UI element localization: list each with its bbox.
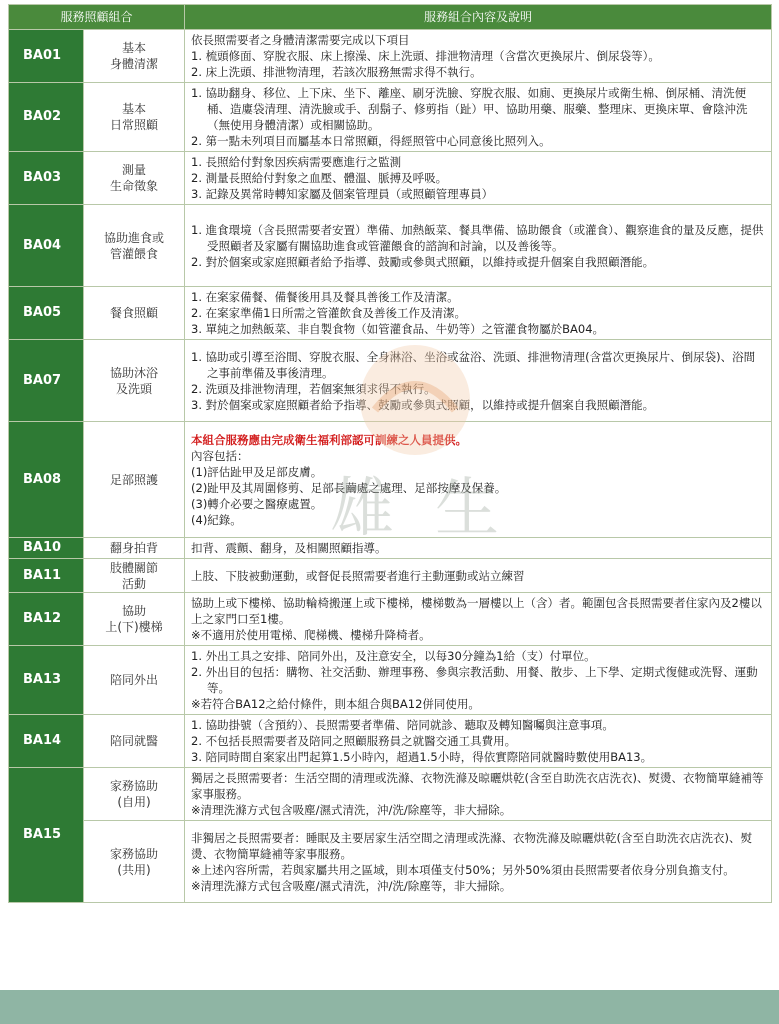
- service-name: [84, 422, 185, 538]
- description-line: 1. 長照給付對象因疾病需要應進行之監測: [191, 155, 402, 169]
- service-name: [84, 205, 185, 287]
- service-description: [185, 205, 772, 287]
- service-name: [84, 30, 185, 83]
- description-line: (3)轉介必要之醫療處置。: [191, 496, 323, 511]
- table-row: [9, 538, 772, 559]
- service-name-line: 測量: [122, 163, 147, 177]
- service-description: [185, 340, 772, 422]
- service-code: BA02: [9, 83, 84, 152]
- description-line: 內容包括：: [191, 448, 249, 463]
- service-description: [185, 646, 772, 715]
- description-line: 2. 第一點未列項目而屬基本日常照顧，得經照管中心同意後比照列入。: [191, 134, 551, 148]
- service-name: [84, 821, 185, 903]
- service-name-line: 日常照顧: [110, 118, 159, 132]
- service-description: [185, 422, 772, 538]
- service-code: BA13: [9, 646, 84, 715]
- service-name-line: 活動: [122, 576, 147, 591]
- service-name-line: 協助沐浴: [110, 365, 159, 380]
- description-line: (1)評估趾甲及足部皮膚。: [191, 464, 323, 479]
- service-name-line: 陪同外出: [110, 673, 159, 687]
- service-description: [185, 83, 772, 152]
- description-line: 1. 協助或引導至浴間、穿脫衣服、全身淋浴、坐浴或盆浴、洗頭、排泄物清理(含當次更換尿片、倒尿袋)、浴間之事前準備及事後清理。: [191, 349, 756, 380]
- description-line: (4)紀錄。: [191, 512, 242, 527]
- service-name: [84, 559, 185, 593]
- description-line: (2)趾甲及其周圍修剪、足部長繭處之處理、足部按摩及保養。: [191, 480, 507, 495]
- service-name-line: 及洗頭: [116, 381, 153, 396]
- service-code: BA14: [9, 715, 84, 768]
- service-code: BA12: [9, 593, 84, 646]
- description-line: 1. 進食環境（含長照需要者安置）準備、加熱飯菜、餐具準備、協助餵食（或灌食）、觀察進食的量及反應，提供受照顧者及家屬有關協助進食或管灌餵食的諮詢和討論，以及善後等。: [191, 222, 764, 253]
- table-row: [9, 287, 772, 340]
- service-code: BA07: [9, 340, 84, 422]
- service-code: BA08: [9, 422, 84, 538]
- table-row: [9, 559, 772, 593]
- description-line: 2. 不包括長照需要者及陪同之照顧服務員之就醫交通工具費用。: [191, 734, 517, 748]
- table-row: [9, 821, 772, 903]
- description-line: ※上述內容所需，若與家屬共用之區域，則本項僅支付50%；另外50%須由長照需要者依身分別負擔支付。: [191, 862, 735, 877]
- service-description: [185, 287, 772, 340]
- service-name: [84, 340, 185, 422]
- service-name-line: 協助進食或: [104, 230, 165, 245]
- service-combination-table: [8, 4, 772, 903]
- service-name-line: 餐食照顧: [110, 306, 159, 320]
- table-row: [9, 715, 772, 768]
- service-name: [84, 646, 185, 715]
- description-line: 1. 協助掛號（含預約）、長照需要者準備、陪同就診、聽取及轉知醫囑與注意事項。: [191, 718, 614, 732]
- table-header-row: [9, 5, 772, 30]
- description-line: 2. 測量長照給付對象之血壓、體溫、脈搏及呼吸。: [191, 171, 448, 185]
- service-name: [84, 715, 185, 768]
- service-name: [84, 287, 185, 340]
- service-code: BA10: [9, 538, 84, 559]
- table-row: [9, 646, 772, 715]
- description-line: 上肢、下肢被動運動，或督促長照需要者進行主動運動或站立練習: [191, 568, 525, 583]
- service-code: BA03: [9, 152, 84, 205]
- description-line: ※清理洗滌方式包含吸塵/濕式清洗，沖/洗/除塵等，非大掃除。: [191, 878, 512, 893]
- footer-bar: [0, 990, 779, 1024]
- table-row: [9, 30, 772, 83]
- description-line: ※若符合BA12之給付條件，則本組合與BA12併同使用。: [191, 697, 480, 711]
- service-code: BA01: [9, 30, 84, 83]
- service-name: [84, 768, 185, 821]
- service-name-line: 家務協助: [110, 779, 159, 793]
- training-requirement-note: 本組合服務應由完成衛生福利部認可訓練之人員提供。: [191, 432, 468, 447]
- table-row: [9, 205, 772, 287]
- header-service-combination: 服務照顧組合: [9, 5, 185, 30]
- description-line: 依長照需要者之身體清潔需要完成以下項目: [191, 33, 410, 47]
- service-name-line: 管灌餵食: [110, 246, 159, 261]
- description-line: 協助上或下樓梯、協助輪椅搬運上或下樓梯，樓梯數為一層樓以上（含）者。範圍包含長照需要者住家內及2樓以上之家門口至1樓。: [191, 596, 762, 626]
- description-line: 3. 記錄及異常時轉知家屬及個案管理員（或照顧管理專員）: [191, 187, 494, 201]
- service-code: BA15: [9, 768, 84, 903]
- description-line: ※不適用於使用電梯、爬梯機、樓梯升降椅者。: [191, 628, 431, 642]
- table-row: [9, 593, 772, 646]
- service-name-line: 家務協助: [110, 846, 159, 861]
- service-code: BA05: [9, 287, 84, 340]
- service-code: BA11: [9, 559, 84, 593]
- service-name-line: 基本: [122, 102, 147, 116]
- service-name: [84, 593, 185, 646]
- service-name-line: 基本: [122, 41, 147, 55]
- service-name-line: 足部照護: [110, 472, 159, 487]
- service-description: [185, 768, 772, 821]
- watermark-char-2: 生: [435, 472, 499, 546]
- description-line: 1. 在案家備餐、備餐後用具及餐具善後工作及清潔。: [191, 290, 459, 304]
- service-name: [84, 83, 185, 152]
- table-row: [9, 768, 772, 821]
- service-name: [84, 538, 185, 559]
- description-line: 1. 梳頭修面、穿脫衣服、床上擦澡、床上洗頭、排泄物清理（含當次更換尿片、倒尿袋等）。: [191, 49, 660, 63]
- service-name-line: 肢體關節: [110, 560, 159, 575]
- service-name: [84, 152, 185, 205]
- description-line: 2. 床上洗頭、排泄物清理，若該次服務無需求得不執行。: [191, 65, 482, 79]
- service-name-line: 上(下)樓梯: [105, 620, 163, 634]
- description-line: 3. 陪同時間自案家出門起算1.5小時內，超過1.5小時，得依實際陪同就醫時數使用BA13。: [191, 750, 653, 764]
- description-line: 2. 洗頭及排泄物清理，若個案無須求得不執行。: [191, 381, 436, 396]
- service-name-line: 生命徵象: [110, 179, 159, 193]
- header-content-description: 服務組合內容及說明: [185, 5, 772, 30]
- service-name-line: (共用): [117, 862, 151, 877]
- service-description: [185, 821, 772, 903]
- service-name-line: (自用): [117, 795, 151, 809]
- table-row: [9, 152, 772, 205]
- service-description: [185, 538, 772, 559]
- service-name-line: 身體清潔: [110, 57, 159, 71]
- description-line: 1. 外出工具之安排、陪同外出，及注意安全，以每30分鐘為1給（支）付單位。: [191, 649, 596, 663]
- description-line: 獨居之長照需要者：生活空間的清理或洗滌、衣物洗滌及晾曬烘乾(含至自助洗衣店洗衣)、熨燙、衣物簡單縫補等家事服務。: [191, 771, 764, 801]
- description-line: 3. 對於個案或家庭照顧者給予指導、鼓勵或參與式照顧，以維持或提升個案自我照顧潛能。: [191, 397, 655, 412]
- service-description: [185, 30, 772, 83]
- service-description: [185, 152, 772, 205]
- table-row: [9, 83, 772, 152]
- description-line: 非獨居之長照需要者：睡眠及主要居家生活空間之清理或洗滌、衣物洗滌及晾曬烘乾(含至自助洗衣店洗衣)、熨燙、衣物簡單縫補等家事服務。: [191, 830, 752, 861]
- service-code: BA04: [9, 205, 84, 287]
- table-row: [9, 422, 772, 538]
- watermark-char-1: 雄: [330, 472, 394, 546]
- table-body: [9, 30, 772, 903]
- description-line: 1. 協助翻身、移位、上下床、坐下、離座、刷牙洗臉、穿脫衣服、如廁、更換尿片或衛生棉、倒尿桶、清洗便桶、造廔袋清理、清洗臉或手、刮鬍子、修剪指（趾）甲、協助用藥、服藥、整理床、更換床單、會陰沖洗（無使用身體清潔）或相關協助。: [191, 86, 748, 132]
- description-line: 2. 外出目的包括：購物、社交活動、辦理事務、參與宗教活動、用餐、散步、上下學、定期式復健或洗腎、運動等。: [191, 665, 758, 695]
- description-line: 扣背、震顫、翻身，及相關照顧指導。: [191, 541, 387, 555]
- description-line: 2. 在案家準備1日所需之管灌飲食及善後工作及清潔。: [191, 306, 466, 320]
- service-name-line: 翻身拍背: [110, 541, 159, 555]
- service-description: [185, 715, 772, 768]
- service-name-line: 陪同就醫: [110, 734, 159, 748]
- description-line: 2. 對於個案或家庭照顧者給予指導、鼓勵或參與式照顧，以維持或提升個案自我照顧潛能。: [191, 254, 655, 269]
- description-line: ※清理洗滌方式包含吸塵/濕式清洗，沖/洗/除塵等，非大掃除。: [191, 803, 512, 817]
- table-row: [9, 340, 772, 422]
- service-description: [185, 559, 772, 593]
- service-description: [185, 593, 772, 646]
- service-name-line: 協助: [122, 604, 147, 618]
- description-line: 3. 單純之加熱飯菜、非自製食物（如管灌食品、牛奶等）之管灌食物屬於BA04。: [191, 322, 605, 336]
